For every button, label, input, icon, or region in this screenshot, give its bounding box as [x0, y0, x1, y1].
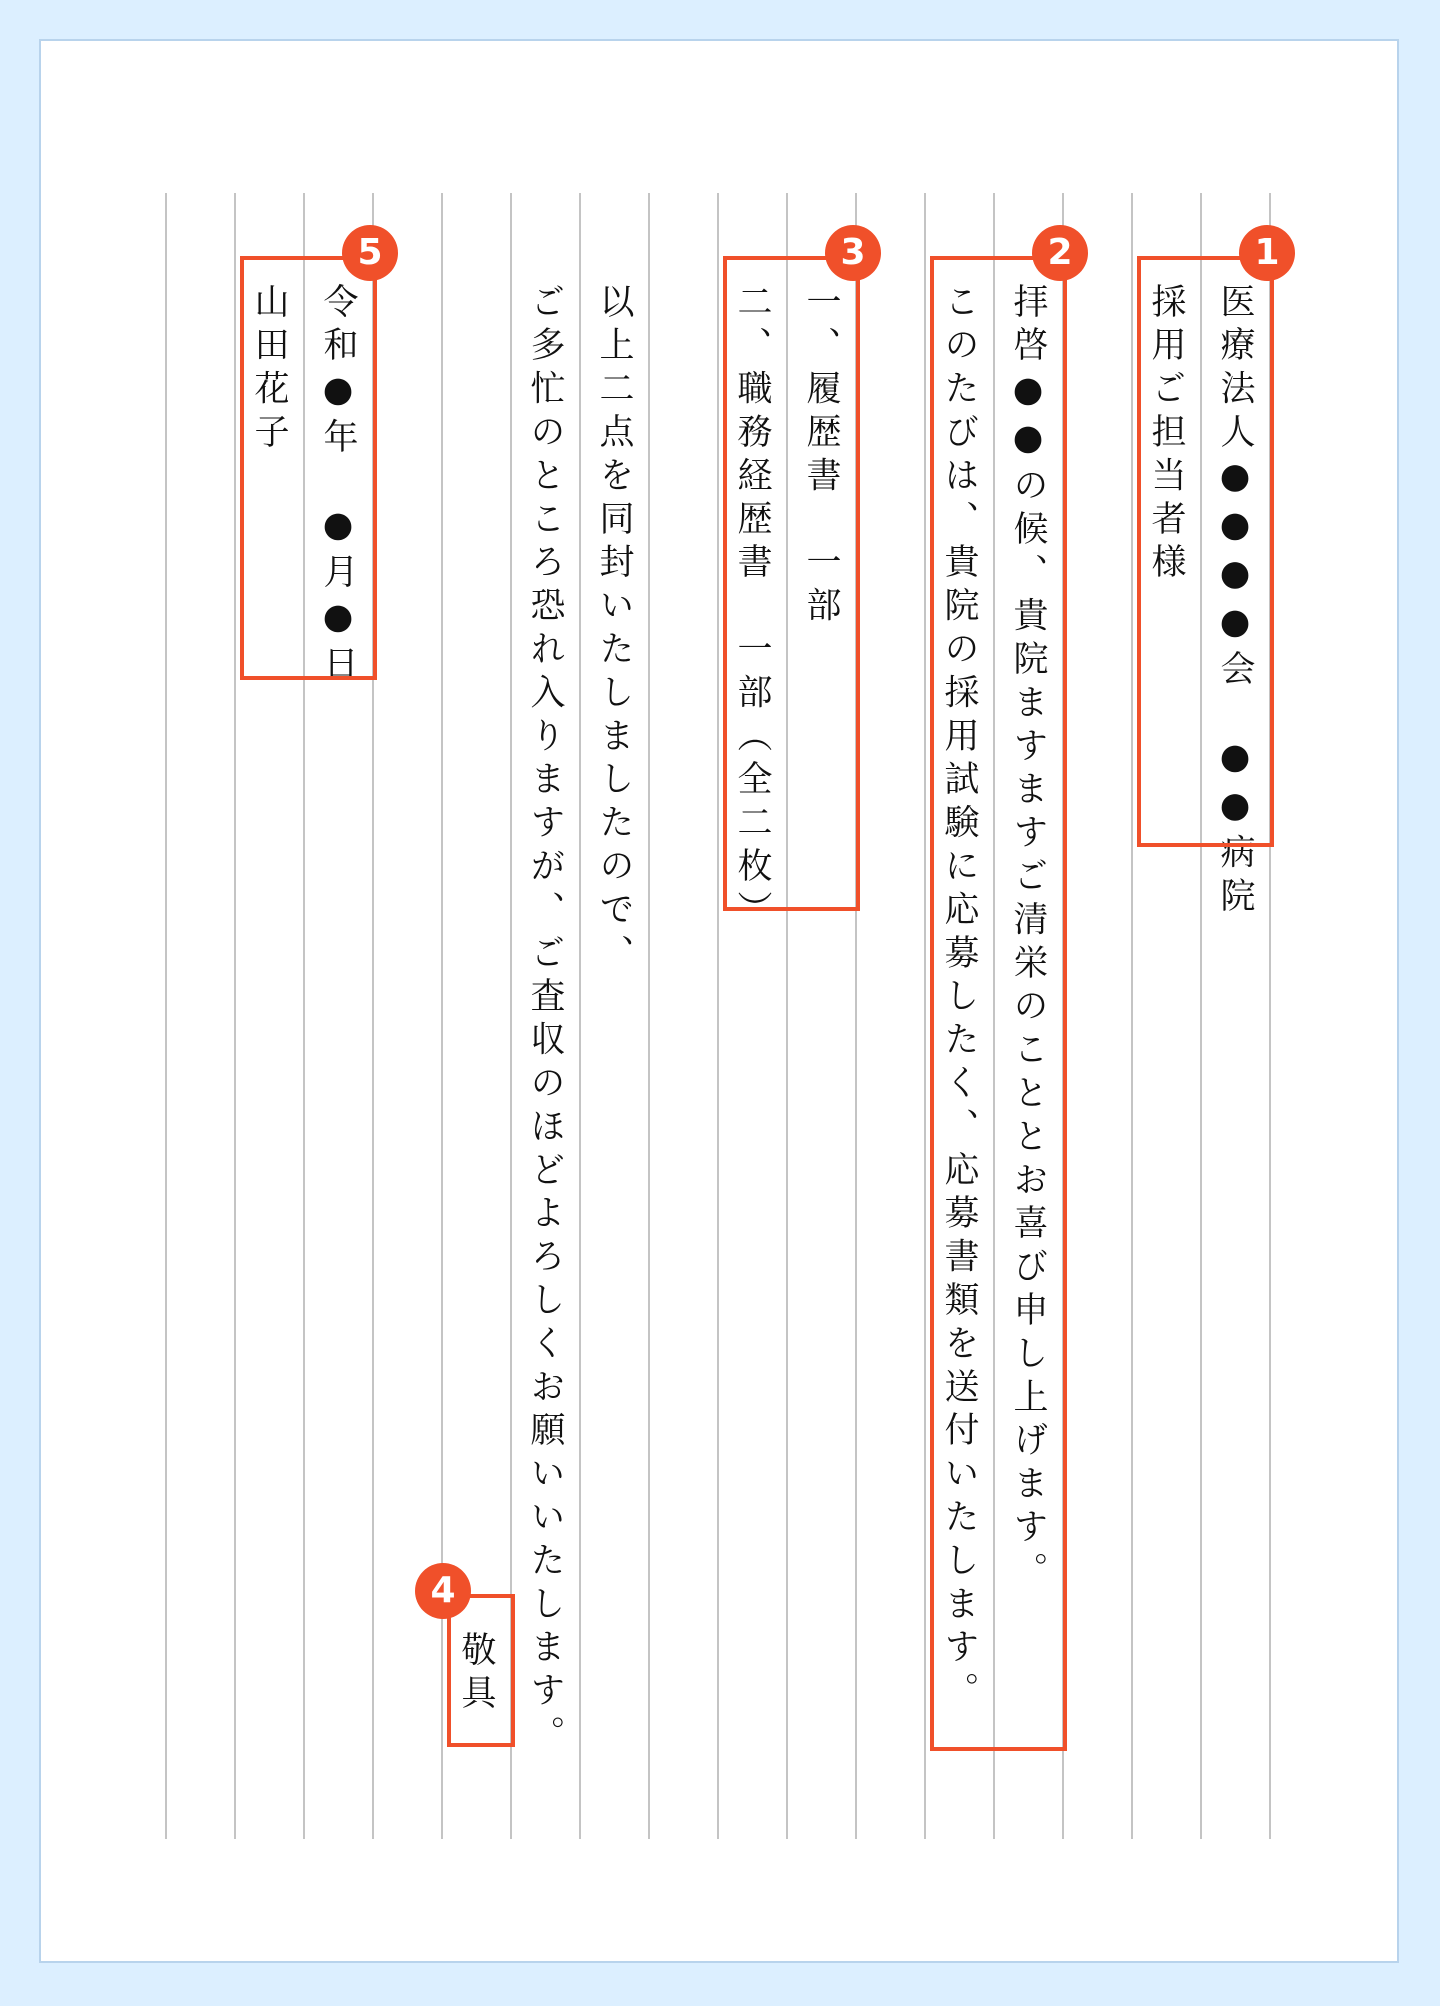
signature-date: 令和●年 ●月●日	[318, 283, 358, 689]
enclosure-item-2: 二、職務経歴書 一部（全二枚）	[732, 283, 772, 934]
closing-keigu: 敬具	[456, 1631, 496, 1718]
greeting-line-1: 拝啓●●の候、貴院ますますご清栄のこととお喜び申し上げます。	[1008, 283, 1048, 1595]
highlight-box-greeting	[930, 256, 1067, 1751]
badge-5: 5	[342, 225, 398, 281]
badge-3: 3	[825, 225, 881, 281]
greeting-line-2: このたびは、貴院の採用試験に応募したく、応募書類を送付いたします。	[939, 283, 979, 1716]
letter-page	[39, 39, 1399, 1963]
ruled-line	[648, 193, 650, 1839]
highlight-box-enclosures	[723, 256, 860, 911]
recipient-organization: 医療法人●●●●会 ●●病院	[1215, 283, 1255, 921]
body-line-1: 以上二点を同封いたしましたので、	[594, 283, 634, 978]
badge-2: 2	[1032, 225, 1088, 281]
recipient-contact: 採用ご担当者様	[1146, 283, 1186, 587]
highlight-box-closing	[447, 1594, 515, 1747]
badge-4: 4	[415, 1563, 471, 1619]
signature-name: 山田花子	[249, 283, 289, 457]
highlight-box-signature	[240, 256, 377, 680]
ruled-line	[165, 193, 167, 1839]
enclosure-item-1: 一、履歴書 一部	[801, 283, 841, 631]
body-line-2: ご多忙のところ恐れ入りますが、ご査収のほどよろしくお願いいたします。	[525, 283, 565, 1759]
highlight-box-recipient	[1137, 256, 1274, 847]
badge-1: 1	[1239, 225, 1295, 281]
